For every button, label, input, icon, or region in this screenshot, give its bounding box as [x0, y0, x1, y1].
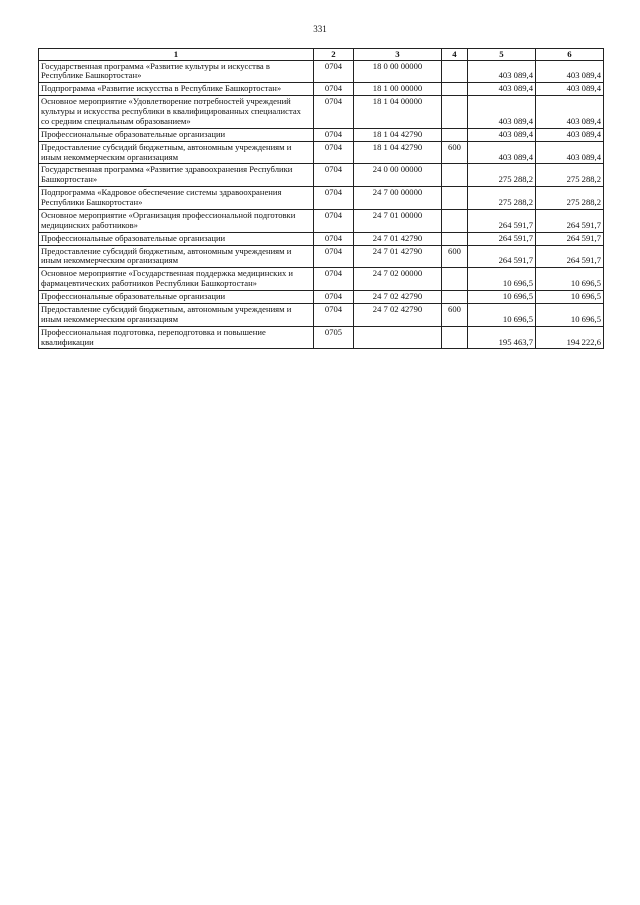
cell-section: 0704	[314, 303, 354, 326]
cell-target: 24 7 02 42790	[354, 303, 442, 326]
table-row	[39, 245, 604, 268]
cell-type	[442, 291, 468, 304]
table-row	[39, 141, 604, 164]
cell-section: 0704	[314, 268, 354, 291]
cell-amount-2: 275 288,2	[536, 187, 604, 210]
cell-name: Профессиональные образовательные организации	[39, 291, 314, 304]
cell-amount-2: 403 089,4	[536, 141, 604, 164]
table-row	[39, 303, 604, 326]
cell-amount-2: 275 288,2	[536, 164, 604, 187]
cell-name: Подпрограмма «Кадровое обеспечение системы здравоохранения Республики Башкортостан»	[39, 187, 314, 210]
header-col-4: 4	[442, 49, 468, 61]
cell-amount-2: 403 089,4	[536, 96, 604, 129]
cell-amount-1: 264 591,7	[468, 245, 536, 268]
header-col-2: 2	[314, 49, 354, 61]
cell-target: 18 1 04 00000	[354, 96, 442, 129]
cell-amount-1: 403 089,4	[468, 83, 536, 96]
header-col-6: 6	[536, 49, 604, 61]
table-row	[39, 60, 604, 83]
cell-section: 0704	[314, 96, 354, 129]
cell-name: Основное мероприятие «Организация профессиональной подготовки медицинских работников»	[39, 209, 314, 232]
cell-type	[442, 83, 468, 96]
cell-name: Подпрограмма «Развитие искусства в Республике Башкортостан»	[39, 83, 314, 96]
cell-name: Профессиональные образовательные организации	[39, 128, 314, 141]
cell-target: 24 7 01 42790	[354, 245, 442, 268]
cell-name: Государственная программа «Развитие культуры и искусства в Республике Башкортостан»	[39, 60, 314, 83]
cell-section: 0704	[314, 83, 354, 96]
cell-name: Профессиональная подготовка, переподготовка и повышение квалификации	[39, 326, 314, 349]
table-row	[39, 209, 604, 232]
cell-type	[442, 326, 468, 349]
cell-amount-1: 403 089,4	[468, 96, 536, 129]
cell-name: Предоставление субсидий бюджетным, автономным учреждениям и иным некоммерческим организациям	[39, 245, 314, 268]
cell-amount-2: 264 591,7	[536, 209, 604, 232]
cell-section: 0704	[314, 60, 354, 83]
cell-name: Государственная программа «Развитие здравоохранения Республики Башкортостан»	[39, 164, 314, 187]
cell-amount-2: 403 089,4	[536, 60, 604, 83]
cell-target: 24 7 02 00000	[354, 268, 442, 291]
cell-section: 0704	[314, 141, 354, 164]
table-row	[39, 326, 604, 349]
cell-name: Профессиональные образовательные организации	[39, 232, 314, 245]
table-row	[39, 268, 604, 291]
cell-amount-1: 275 288,2	[468, 187, 536, 210]
budget-table	[38, 48, 604, 349]
cell-type	[442, 268, 468, 291]
cell-name: Предоставление субсидий бюджетным, автономным учреждениям и иным некоммерческим организациям	[39, 141, 314, 164]
cell-amount-1: 403 089,4	[468, 128, 536, 141]
cell-amount-2: 403 089,4	[536, 128, 604, 141]
cell-section: 0704	[314, 232, 354, 245]
cell-section: 0704	[314, 245, 354, 268]
cell-type	[442, 60, 468, 83]
cell-amount-2: 264 591,7	[536, 232, 604, 245]
cell-name: Предоставление субсидий бюджетным, автономным учреждениям и иным некоммерческим организациям	[39, 303, 314, 326]
cell-target: 18 1 04 42790	[354, 141, 442, 164]
table-row	[39, 128, 604, 141]
cell-section: 0704	[314, 128, 354, 141]
cell-type: 600	[442, 303, 468, 326]
cell-amount-2: 194 222,6	[536, 326, 604, 349]
header-col-1: 1	[39, 49, 314, 61]
cell-type: 600	[442, 141, 468, 164]
header-col-3: 3	[354, 49, 442, 61]
cell-section: 0704	[314, 187, 354, 210]
cell-amount-1: 275 288,2	[468, 164, 536, 187]
table-row	[39, 164, 604, 187]
cell-amount-1: 264 591,7	[468, 209, 536, 232]
cell-section: 0704	[314, 209, 354, 232]
table-row	[39, 96, 604, 129]
cell-target	[354, 326, 442, 349]
cell-target: 24 0 00 00000	[354, 164, 442, 187]
cell-name: Основное мероприятие «Государственная поддержка медицинских и фармацевтических работников Республики Башкортостан»	[39, 268, 314, 291]
cell-amount-2: 403 089,4	[536, 83, 604, 96]
cell-amount-1: 403 089,4	[468, 141, 536, 164]
page-number: 331	[313, 24, 327, 34]
cell-target: 24 7 02 42790	[354, 291, 442, 304]
table-header-row	[39, 49, 604, 61]
cell-amount-2: 264 591,7	[536, 245, 604, 268]
cell-target: 24 7 01 00000	[354, 209, 442, 232]
cell-type: 600	[442, 245, 468, 268]
cell-type	[442, 128, 468, 141]
table-row	[39, 291, 604, 304]
cell-amount-1: 195 463,7	[468, 326, 536, 349]
cell-type	[442, 232, 468, 245]
cell-amount-2: 10 696,5	[536, 268, 604, 291]
cell-amount-1: 403 089,4	[468, 60, 536, 83]
cell-amount-1: 10 696,5	[468, 303, 536, 326]
cell-amount-2: 10 696,5	[536, 291, 604, 304]
table-row	[39, 232, 604, 245]
cell-type	[442, 164, 468, 187]
cell-type	[442, 209, 468, 232]
cell-target: 18 0 00 00000	[354, 60, 442, 83]
cell-target: 24 7 00 00000	[354, 187, 442, 210]
cell-target: 18 1 00 00000	[354, 83, 442, 96]
header-col-5: 5	[468, 49, 536, 61]
cell-section: 0704	[314, 291, 354, 304]
cell-section: 0705	[314, 326, 354, 349]
table-row	[39, 83, 604, 96]
cell-amount-2: 10 696,5	[536, 303, 604, 326]
cell-section: 0704	[314, 164, 354, 187]
cell-amount-1: 10 696,5	[468, 291, 536, 304]
cell-type	[442, 187, 468, 210]
cell-target: 24 7 01 42790	[354, 232, 442, 245]
cell-amount-1: 264 591,7	[468, 232, 536, 245]
cell-amount-1: 10 696,5	[468, 268, 536, 291]
cell-target: 18 1 04 42790	[354, 128, 442, 141]
cell-type	[442, 96, 468, 129]
table-row	[39, 187, 604, 210]
cell-name: Основное мероприятие «Удовлетворение потребностей учреждений культуры и искусства республики в квалифицированных специалистах со средним специальным образованием»	[39, 96, 314, 129]
